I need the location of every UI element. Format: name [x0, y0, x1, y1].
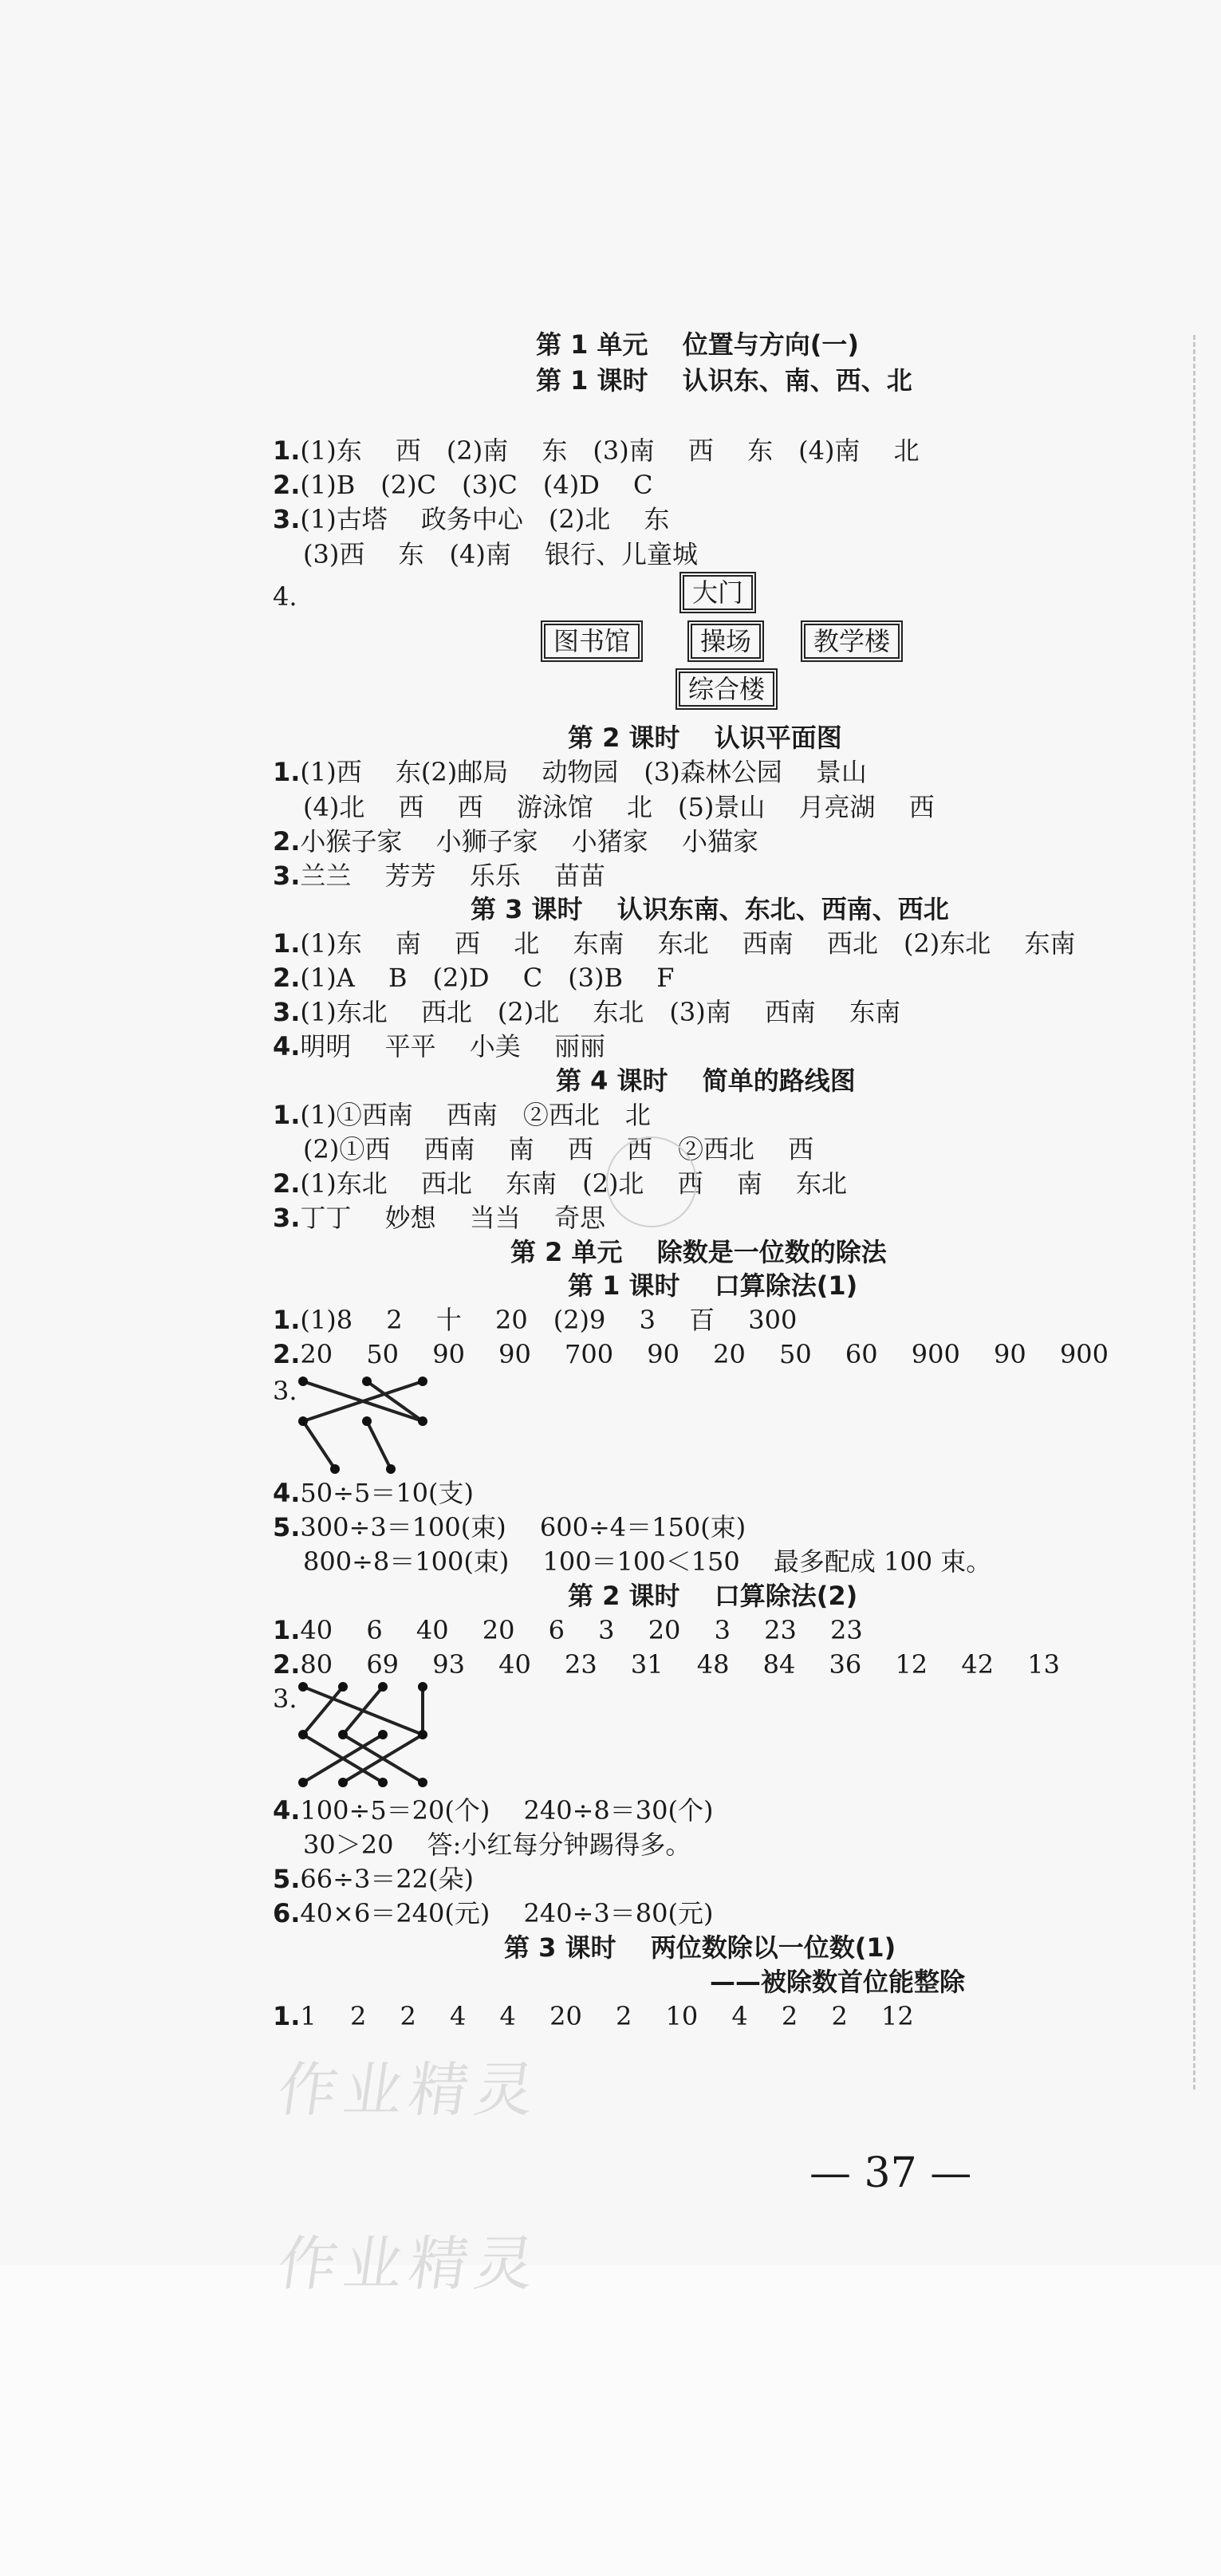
- u1l4-q3: 3.丁丁 妙想 当当 奇思: [273, 1203, 605, 1233]
- matching-diagram-1: [295, 1365, 439, 1485]
- u2l2-q5: 5.66÷3＝22(朵): [273, 1864, 475, 1894]
- u1l4-q2: 2.(1)东北 西北 东南 (2)北 西 南 东北: [273, 1168, 847, 1199]
- unit1-lesson3-title: 第 3 课时 认识东南、东北、西南、西北: [471, 894, 949, 924]
- u1l1-q3-cont: (3)西 东 (4)南 银行、儿童城: [303, 539, 699, 569]
- u2l2-q1: 1.40 6 40 20 6 3 20 3 23 23: [273, 1615, 863, 1645]
- u2l2-q2: 2.80 69 93 40 23 31 48 84 36 12 42 13: [273, 1649, 1060, 1680]
- page-bottom-margin: [0, 2265, 1221, 2576]
- u2l1-q4: 4.50÷5＝10(支): [273, 1478, 475, 1508]
- matching-diagram-2: [295, 1675, 439, 1794]
- watermark-1: 作业精灵: [274, 2056, 546, 2125]
- u2l1-q5: 5.300÷3＝100(束) 600÷4＝150(束): [273, 1512, 746, 1542]
- u1l2-q3: 3.兰兰 芳芳 乐乐 苗苗: [273, 861, 605, 891]
- u1l3-q2: 2.(1)A B (2)D C (3)B F: [273, 963, 675, 993]
- u2l1-q5-cont: 800÷8＝100(束) 100＝100＜150 最多配成 100 束。: [303, 1546, 992, 1577]
- unit1-lesson1-title: 第 1 课时 认识东、南、西、北: [536, 365, 912, 396]
- u1l3-q4: 4.明明 平平 小美 丽丽: [273, 1031, 605, 1062]
- unit2-lesson1-title: 第 1 课时 口算除法(1): [568, 1270, 858, 1301]
- map-box-library: 图书馆: [541, 620, 643, 662]
- u1l1-q2: 2.(1)B (2)C (3)C (4)D C: [273, 470, 653, 500]
- u1l1-q3: 3.(1)古塔 政务中心 (2)北 东: [273, 504, 670, 534]
- u2l3-q1: 1.1 2 2 4 4 20 2 10 4 2 2 12: [273, 2001, 914, 2031]
- map-box-complex-building: 综合楼: [675, 668, 778, 710]
- u1l2-q1: 1.(1)西 东(2)邮局 动物园 (3)森林公园 景山: [273, 757, 867, 787]
- u1l3-q3: 3.(1)东北 西北 (2)北 东北 (3)南 西南 东南: [273, 997, 901, 1027]
- u2l1-q2: 2.20 50 90 90 700 90 20 50 60 900 90 900: [273, 1339, 1109, 1369]
- u2l2-q4: 4.100÷5＝20(个) 240÷8＝30(个): [273, 1795, 714, 1826]
- u1l4-q1: 1.(1)①西南 西南 ②西北 北: [273, 1100, 651, 1130]
- u1l4-q1-cont: (2)①西 西南 南 西 西 ②西北 西: [303, 1134, 814, 1164]
- unit1-lesson4-title: 第 4 课时 简单的路线图: [556, 1065, 856, 1096]
- faint-stamp-seal: [606, 1136, 697, 1227]
- unit1-title: 第 1 单元 位置与方向(一): [536, 329, 859, 360]
- u1l2-q2: 2.小猴子家 小狮子家 小猪家 小猫家: [273, 826, 758, 857]
- unit2-title: 第 2 单元 除数是一位数的除法: [510, 1237, 887, 1267]
- unit2-lesson2-title: 第 2 课时 口算除法(2): [568, 1581, 858, 1611]
- page-number: — 37 —: [809, 2149, 972, 2197]
- u2l2-q4-cont: 30＞20 答:小红每分钟踢得多。: [303, 1830, 691, 1860]
- watermark-2: 作业精灵: [274, 2230, 546, 2298]
- map-box-gate: 大门: [679, 572, 756, 613]
- unit2-lesson3-title: 第 3 课时 两位数除以一位数(1): [504, 1932, 896, 1963]
- u1l1-q4: 4.: [273, 581, 297, 612]
- map-box-playground: 操场: [687, 620, 764, 662]
- u1l1-q1: 1.(1)东 西 (2)南 东 (3)南 西 东 (4)南 北: [273, 435, 920, 466]
- u2l2-q3: 3.: [273, 1684, 297, 1714]
- unit1-lesson2-title: 第 2 课时 认识平面图: [568, 723, 842, 753]
- dashed-margin-rule: [1193, 335, 1195, 2090]
- u2l1-q3: 3.: [273, 1376, 297, 1406]
- u2l2-q6: 6.40×6＝240(元) 240÷3＝80(元): [273, 1898, 714, 1928]
- unit2-lesson3-subtitle: ——被除数首位能整除: [710, 1967, 966, 1997]
- u1l3-q1: 1.(1)东 南 西 北 东南 东北 西南 西北 (2)东北 东南: [273, 928, 1076, 959]
- u1l2-q1-cont: (4)北 西 西 游泳馆 北 (5)景山 月亮湖 西: [303, 792, 935, 822]
- u2l1-q1: 1.(1)8 2 十 20 (2)9 3 百 300: [273, 1305, 798, 1335]
- map-box-teaching-building: 教学楼: [801, 620, 903, 662]
